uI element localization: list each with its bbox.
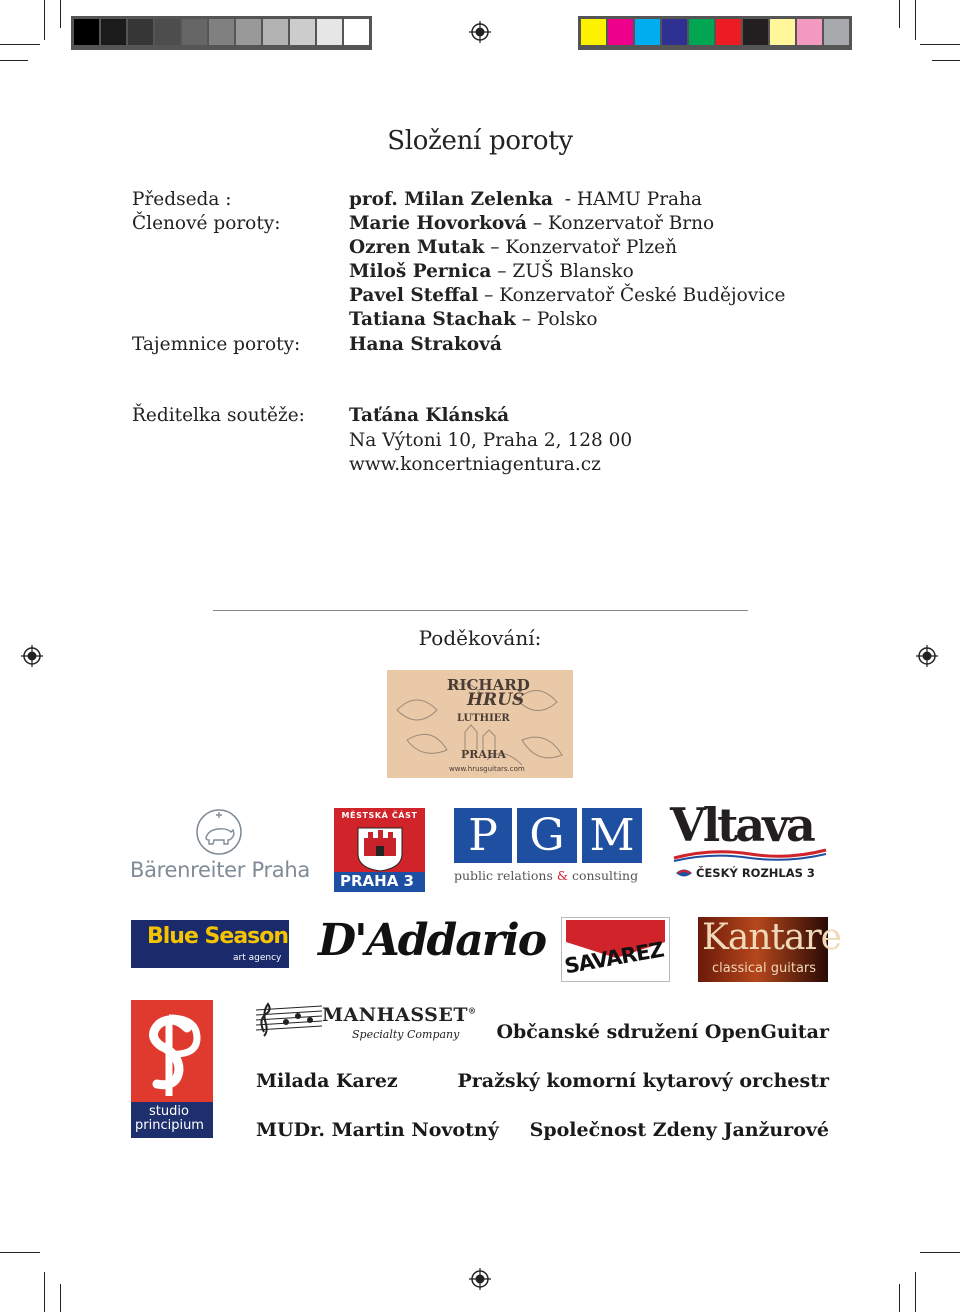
praha3-logo [334, 808, 425, 892]
chair-label: Předseda : [132, 189, 232, 210]
crop-mark [915, 1272, 916, 1312]
savarez-logo [561, 917, 670, 982]
kantare-logo [698, 917, 841, 982]
color-swatch [635, 19, 660, 45]
bear-emblem-icon [194, 808, 244, 856]
jury-organization: Konzervatoř Plzeň [505, 237, 677, 258]
cro-icon [674, 866, 694, 880]
color-swatch [608, 19, 633, 45]
color-swatch [236, 19, 261, 45]
praha3-bottom-text: PRAHA 3 [340, 872, 414, 890]
crop-mark [0, 44, 40, 45]
jury-name: Ozren Mutak [349, 237, 485, 258]
blue-season-title: Blue Season [147, 924, 289, 949]
color-swatch [74, 19, 99, 45]
secretary-label: Tajemnice poroty: [132, 334, 301, 355]
daddario-logo [318, 915, 546, 975]
color-swatch [290, 19, 315, 45]
manhasset-subtitle: Specialty Company [352, 1028, 460, 1041]
color-swatch [716, 19, 741, 45]
city-crest-icon [354, 824, 406, 872]
color-swatch [581, 19, 606, 45]
jury-name: Hana Straková [349, 334, 502, 355]
jury-row [349, 309, 597, 330]
color-swatch [797, 19, 822, 45]
pgm-tagline-amp: & [556, 868, 568, 883]
crop-mark [60, 0, 61, 28]
vltava-subtitle: ČESKÝ ROZHLAS 3 [696, 866, 815, 880]
studio-line1: studio [149, 1104, 189, 1119]
members-label: Členové poroty: [132, 213, 281, 234]
crop-mark [0, 1252, 40, 1253]
studio-principium-logo [131, 1000, 213, 1138]
jury-separator: – [515, 309, 537, 330]
sp-monogram-icon [139, 1010, 205, 1100]
process-color-bar [578, 16, 852, 50]
registered-mark: ® [467, 1005, 477, 1016]
color-swatch [743, 19, 768, 45]
jury-row [349, 213, 714, 234]
manhasset-title [322, 1004, 476, 1026]
pgm-tagline-a: public relations [454, 868, 557, 883]
donor-name: Společnost Zdeny Janžurové [529, 1119, 829, 1141]
crop-mark [920, 1252, 960, 1253]
jury-organization: Konzervatoř Brno [548, 213, 715, 234]
kantare-title: Kantare [702, 917, 841, 958]
director-website[interactable]: www.koncertniagentura.cz [349, 454, 601, 475]
color-swatch [770, 19, 795, 45]
manhasset-title-text: MANHASSET [322, 1004, 468, 1026]
donor-name: Milada Karez [256, 1070, 398, 1092]
crop-mark [915, 0, 916, 40]
color-swatch [317, 19, 342, 45]
jury-organization: ZUŠ Blansko [512, 261, 634, 282]
music-staff-icon [256, 1002, 324, 1036]
page-title: Složení poroty [387, 126, 573, 156]
registration-mark-icon [469, 1268, 491, 1290]
jury-separator: – [484, 237, 506, 258]
divider [213, 610, 748, 611]
thanks-heading: Poděkování: [418, 626, 542, 650]
jury-separator: – [491, 261, 513, 282]
jury-organization: Konzervatoř České Budějovice [499, 285, 786, 306]
pgm-letter: M [589, 810, 635, 861]
jury-row [349, 189, 702, 210]
crop-mark [920, 44, 960, 45]
crop-mark [899, 0, 900, 28]
jury-row [349, 334, 502, 355]
pgm-tagline [454, 868, 642, 883]
pgm-letter: P [468, 810, 498, 861]
registration-mark-icon [469, 21, 491, 43]
crop-mark [44, 1272, 45, 1312]
color-swatch [182, 19, 207, 45]
praha3-top-text: MĚSTSKÁ ČÁST [341, 811, 418, 820]
color-swatch [344, 19, 369, 45]
hrus-line2: HRUŠ [467, 690, 525, 710]
pgm-logo [454, 808, 642, 888]
color-swatch [824, 19, 849, 45]
jury-name: Pavel Steffal [349, 285, 479, 306]
crop-mark [44, 0, 45, 40]
jury-name: Tatiana Stachak [349, 309, 516, 330]
vltava-title: Vltava [670, 798, 813, 852]
crop-mark [932, 60, 960, 61]
director-label: Ředitelka soutěže: [132, 405, 305, 426]
crop-mark [0, 60, 28, 61]
color-swatch [101, 19, 126, 45]
grayscale-color-bar [71, 16, 372, 50]
donor-name: Pražský komorní kytarový orchestr [457, 1070, 829, 1092]
savarez-text: SAVAREZ [562, 937, 666, 979]
color-swatch [209, 19, 234, 45]
studio-line2: principium [135, 1118, 204, 1133]
crop-mark [899, 1284, 900, 1312]
director-name-text: Taťána Klánská [349, 405, 510, 426]
barenreiter-text: Bärenreiter Praha [130, 858, 310, 882]
blue-season-logo [131, 920, 289, 968]
jury-row [349, 261, 634, 282]
hrus-line1: RICHARD [447, 676, 530, 694]
crop-mark [60, 1284, 61, 1312]
jury-separator: – [527, 213, 549, 234]
pgm-letter: G [529, 810, 565, 861]
wave-icon [672, 848, 828, 862]
jury-name: prof. Milan Zelenka [349, 189, 553, 210]
kantare-subtitle: classical guitars [712, 961, 817, 976]
color-swatch [128, 19, 153, 45]
blue-season-subtitle: art agency [233, 953, 282, 963]
jury-name: Marie Hovorková [349, 213, 527, 234]
barenreiter-logo [130, 808, 310, 886]
jury-separator: - [552, 189, 577, 210]
color-swatch [689, 19, 714, 45]
hrus-luthier-logo [387, 670, 573, 778]
pgm-tagline-b: consulting [567, 868, 639, 883]
donor-name: Občanské sdružení OpenGuitar [496, 1021, 829, 1043]
jury-organization: HAMU Praha [576, 189, 703, 210]
hrus-line4: PRAHA [461, 748, 506, 761]
vltava-logo [668, 798, 830, 886]
director-address: Na Výtoni 10, Praha 2, 128 00 [349, 430, 633, 451]
jury-separator: – [478, 285, 500, 306]
hrus-url: www.hrusguitars.com [449, 765, 525, 773]
jury-name: Miloš Pernica [349, 261, 492, 282]
color-swatch [662, 19, 687, 45]
color-swatch [263, 19, 288, 45]
manhasset-logo [256, 1000, 477, 1046]
color-swatch [155, 19, 180, 45]
director-name [349, 405, 509, 426]
jury-row [349, 285, 785, 306]
hrus-line3: LUTHIER [457, 713, 510, 724]
jury-row [349, 237, 677, 258]
daddario-text: D'Addario [318, 915, 546, 966]
jury-organization: Polsko [536, 309, 598, 330]
donor-name: MUDr. Martin Novotný [256, 1119, 499, 1141]
